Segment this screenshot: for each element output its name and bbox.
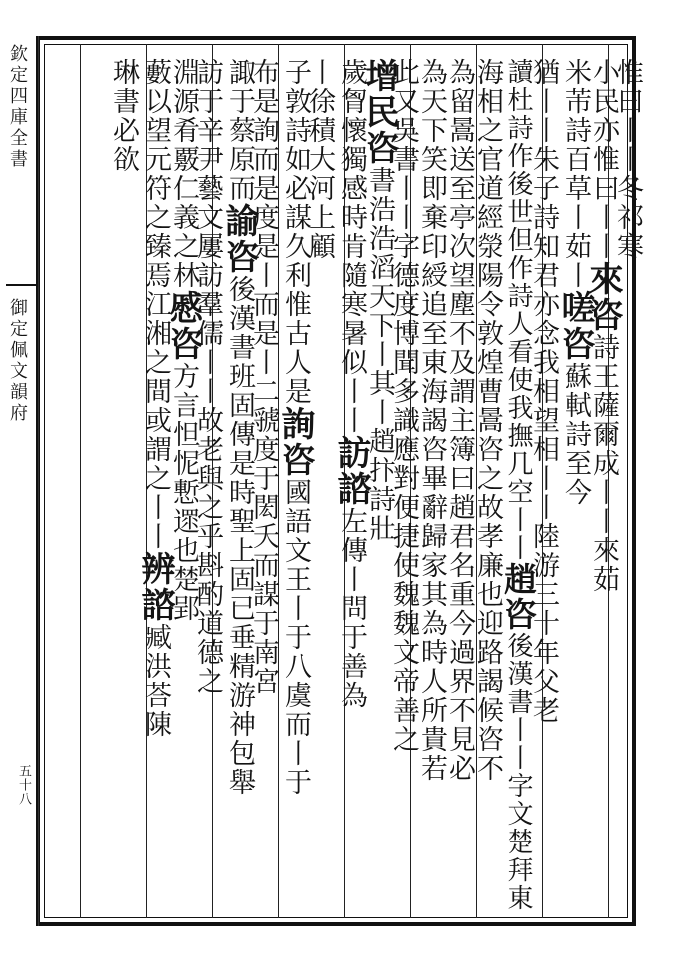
body-text: 海相之官道經滎陽令敦煌曹暠咨之故孝廉也迎路謁候咨不 xyxy=(472,58,503,783)
body-text: 藝文屢訪羣儒丨丨故老與之乎斟酌道德之 xyxy=(192,174,223,696)
body-text: 歲胷懷獨感時肯隨寒暑似丨丨 xyxy=(336,58,367,435)
body-text: 惟曰丨丨冬祁寒 xyxy=(612,58,643,261)
body-text: 為留暠送至亭次望塵不及謂主簿曰趙君名重今過界不見必 xyxy=(444,58,475,783)
body-text: 詩王薩爾成丨丨來茹 xyxy=(588,333,619,594)
text-column xyxy=(555,58,595,507)
text-column xyxy=(499,58,538,912)
headword: 趙咨 xyxy=(499,562,538,632)
text-column xyxy=(135,58,175,739)
body-text: 後漢書班固傳是時聖上固已垂精游神包舉 xyxy=(224,275,255,797)
headword: 增民咨 xyxy=(359,58,399,166)
text-column xyxy=(474,58,501,783)
body-text: 三十年父老 xyxy=(528,580,559,725)
column-rule xyxy=(80,44,81,918)
banxin-title: 御定佩文韻府 xyxy=(7,298,28,424)
headword: 諭咨 xyxy=(219,203,259,275)
headword: 辨諮 xyxy=(135,551,175,623)
text-column xyxy=(110,58,137,174)
body-text: 小民亦惟曰丨丨 xyxy=(588,58,619,261)
text-column xyxy=(331,58,371,710)
body-text: 臧洪荅陳 xyxy=(140,623,171,739)
body-text: 左傳丨問于善為 xyxy=(336,507,367,710)
body-text: 諏于蔡原而 xyxy=(224,58,255,203)
body-text: 書浩浩滔天下丨其丨趙抃詩壯 xyxy=(364,166,395,543)
headword: 詢咨 xyxy=(275,406,315,478)
body-text: 江湘之間或謂之丨丨 xyxy=(140,290,171,551)
text-column xyxy=(446,58,473,783)
headword: 訪諮 xyxy=(331,435,371,507)
text-column xyxy=(275,58,315,797)
body-text: 蘇軾詩至今 xyxy=(560,362,591,507)
body-text: 藪以望元符之臻焉 xyxy=(140,58,171,290)
banxin-strip xyxy=(2,36,39,926)
body-text: 此又吳書丨丨字德度博聞多識應對便捷使魏魏文帝善之 xyxy=(388,58,419,754)
body-text: 讀杜詩作後世但作詩人看使我撫几空丨丨 xyxy=(503,58,533,562)
headword: 嗟咨 xyxy=(555,290,595,362)
body-text: 布是詢而是度是丨而是丨 xyxy=(248,58,279,377)
body-text: 國語文王丨于八虞而丨于 xyxy=(280,478,311,797)
banxin-folio: 五十八 xyxy=(16,764,31,806)
body-text: 猶丨丨朱子詩知君亦念我相望相丨丨陸游 xyxy=(528,58,559,580)
body-text: 米芾詩百草丨茹丨 xyxy=(560,58,591,290)
headword: 慼咨 xyxy=(163,290,203,362)
body-text: 訪于辛尹 xyxy=(192,58,223,174)
body-text: 為天下笑即棄印綬追至東海謁咨畢辭歸家其為時人所貴若 xyxy=(416,58,447,783)
body-text: 後漢書丨丨字文楚拜東 xyxy=(503,632,533,912)
headword: 來咨 xyxy=(583,261,623,333)
body-text: 子敦詩如必謀久利惟古人是 xyxy=(280,58,311,406)
text-column xyxy=(418,58,445,783)
fishtail-mark xyxy=(6,284,36,286)
body-text: 丨徐積大河上顧 xyxy=(304,58,335,261)
text-column xyxy=(219,58,259,797)
banxin-top-text: 欽定四庫全書 xyxy=(7,44,28,170)
body-text: 二虢度于閎夭而謀于南宮 xyxy=(248,377,279,696)
body-text: 方言怛怩慙遝也楚郢 xyxy=(168,362,199,623)
body-text: 淵源肴覈仁義之林 xyxy=(168,58,199,290)
body-text: 琳書必欲 xyxy=(108,58,139,174)
